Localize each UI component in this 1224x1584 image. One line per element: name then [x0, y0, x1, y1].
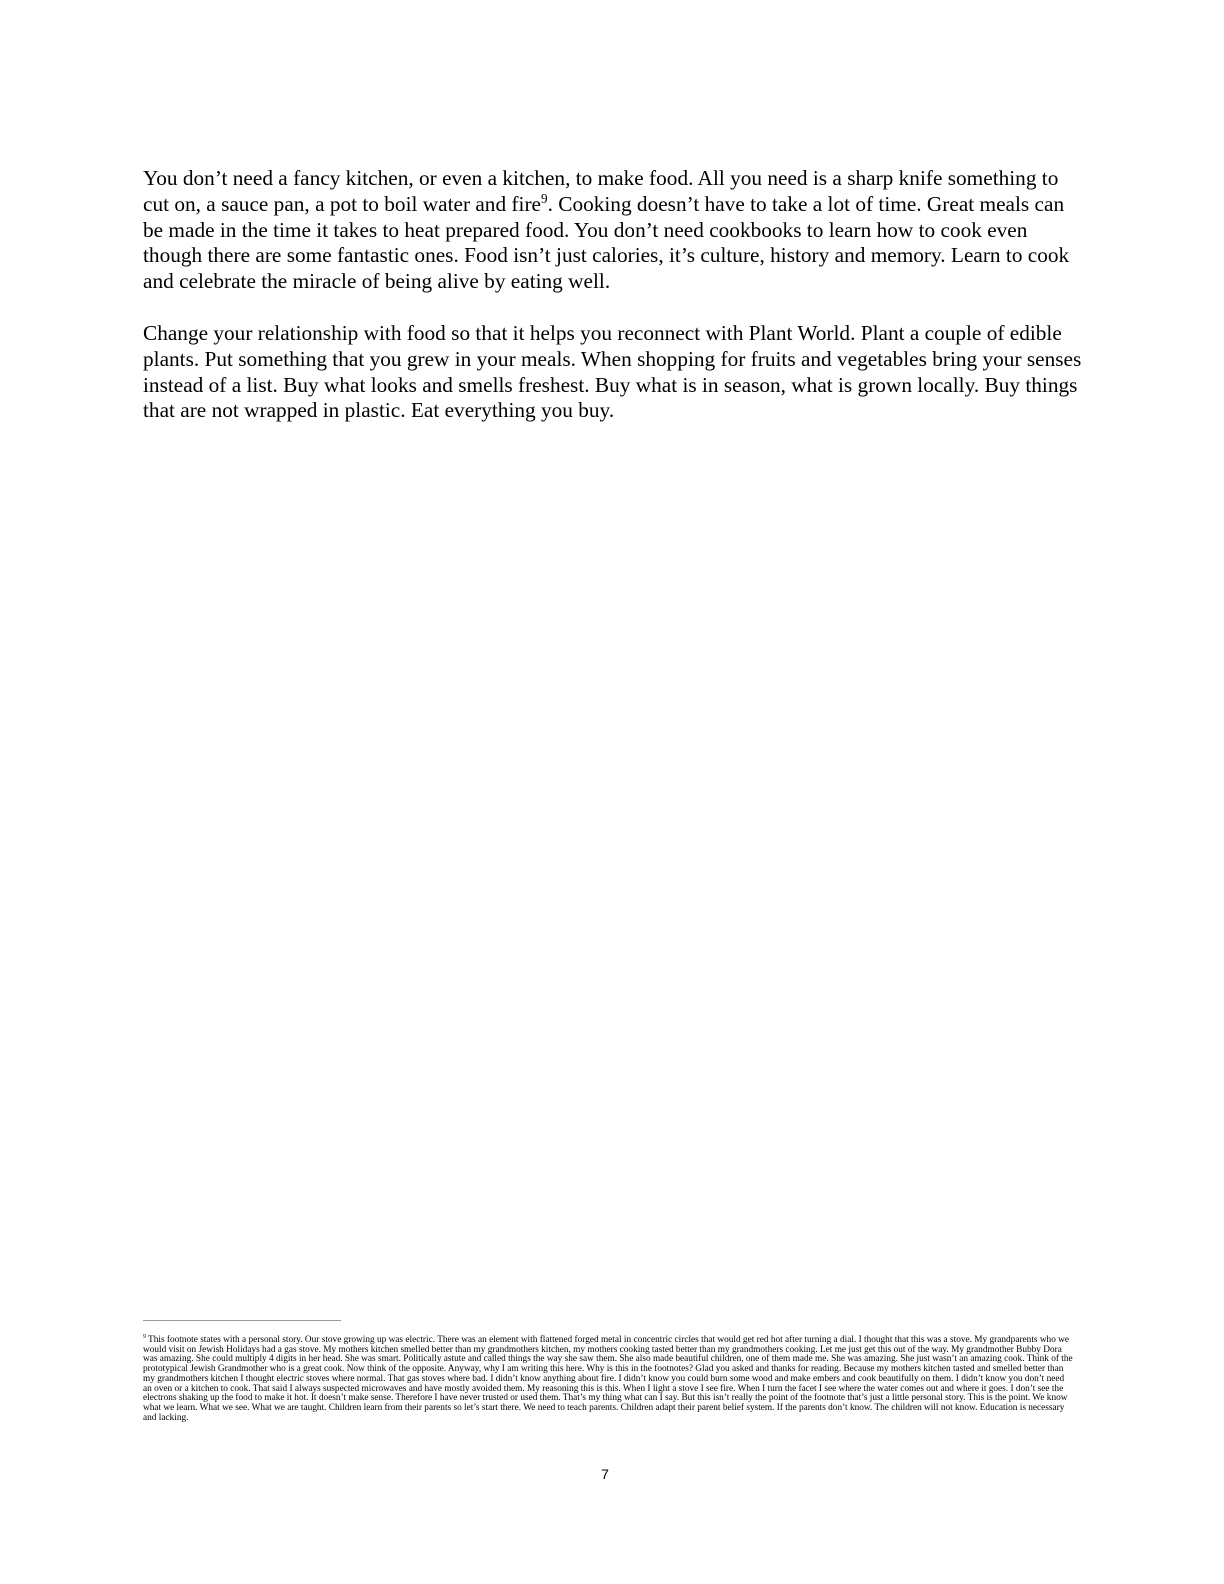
- paragraph-plant-world: Change your relationship with food so that it helps you reconnect with Plant World. Plant a couple of edible plants. Put something that you grew in your meals. When shopping for fruits and vegetables bring your senses instead of a list. Buy what looks and smells freshest. Buy what is in season, what is grown locally. Buy things that are not wrapped in plastic. Eat everything you buy.: [143, 320, 1082, 423]
- footnote: [143, 1333, 1073, 1423]
- footnote-separator: [143, 1320, 341, 1321]
- footnote-reference[interactable]: 9: [541, 190, 548, 206]
- paragraph-kitchen: [143, 166, 1083, 295]
- paragraph-kitchen-end: . Cooking doesn’t have to take a lot of time. Great meals can be made in the time it takes to heat prepared food. You don’t need cookbooks to learn how to cook even though there are some fantastic ones. Food isn’t just calories, it’s culture, history and memory. Learn to cook and celebrate the miracle of being alive by eating well.: [143, 191, 1070, 294]
- page-number: 7: [601, 1466, 609, 1482]
- body-text: [143, 166, 1083, 450]
- footnote-marker: 9: [143, 1333, 146, 1340]
- paragraph-kitchen-start: You don’t need a fancy kitchen, or even a kitchen, to make food. All you need is a sharp knife something to cut on, a sauce pan, a pot to boil water and fire: [143, 166, 1059, 216]
- footnote-text: This footnote states with a personal story. Our stove growing up was electric. There was an element with flattened forged metal in concentric circles that would get red hot after turning a dial. I thought that this was a stove. My grandparents who we would visit on Jewish Holidays had a gas stove. My mothers kitchen smelled better than my grandmothers kitchen, my mothers cooking tasted better than my grandmothers cooking. Let me just get this out of the way. My grandmother Bubby Dora was amazing. She could multiply 4 digits in her head. She was smart. Politically astute and called things the way she saw them. She also made beautiful children, one of them made me. She was amazing. She just wasn’t an amazing cook. Think of the prototypical Jewish Grandmother who is a great cook. Now think of the opposite. Anyway, why I am writing this here. Why is this in the footnotes? Glad you asked and thanks for reading. Because my mothers kitchen tasted and smelled better than my grandmothers kitchen I thought electric stoves where normal. That gas stoves where bad. I didn’t know anything about fire. I didn’t know you could burn some wood and make embers and cook beautifully on them. I didn’t know you don’t need an oven or a kitchen to cook. That said I always suspected microwaves and have mostly avoided them. My reasoning this is this. When I light a stove I see fire. When I turn the facet I see where the water comes out and where it goes. I don’t see the electrons shaking up the food to make it hot. It doesn’t make sense. Therefore I have never trusted or used them. That’s my thing what can I say. But this isn’t really the point of the footnote that’s just a little personal story. This is the point. We know what we learn. What we see. What we are taught. Children learn from their parents so let’s start there. We need to teach parents. Children adapt their parent belief system. If the parents don’t know. The children will not know. Education is necessary and lacking.: [143, 1335, 1073, 1423]
